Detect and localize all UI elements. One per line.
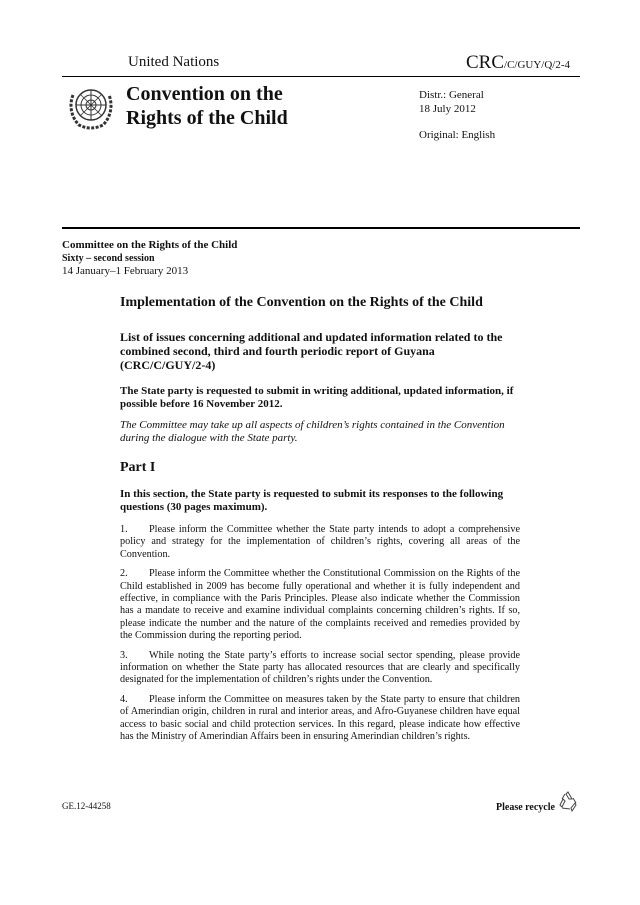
- committee-note: The Committee may take up all aspects of children’s rights contained in the Convention during the dialogue with the State party.: [120, 419, 505, 444]
- document-title: Implementation of the Convention on the Rights of the Child: [120, 295, 483, 310]
- recycle-icon: [557, 790, 579, 812]
- part-heading: Part I: [120, 460, 156, 475]
- org-name: United Nations: [128, 54, 220, 70]
- main-content: [120, 294, 520, 751]
- top-rule: [62, 76, 580, 77]
- committee-session: Sixty – second session: [62, 253, 155, 264]
- list-item: [120, 694, 520, 744]
- item-number: 3.: [120, 649, 128, 661]
- part-intro: In this section, the State party is requested to submit its responses to the following questions (30 pages maximum).: [120, 488, 504, 513]
- committee-block: [62, 239, 237, 278]
- convention-title-line2: Rights of the Child: [126, 107, 288, 129]
- symbol-suffix: /C/GUY/Q/2-4: [504, 59, 571, 71]
- item-text: While noting the State party’s efforts to increase social sector spending, please provide information on whether the State party has allocated resources that are clearly and specifically designated for the implementation of children’s rights under the Convention.: [120, 649, 520, 686]
- committee-dates: 14 January–1 February 2013: [62, 265, 189, 277]
- item-number: 4.: [120, 693, 128, 705]
- original-language: Original: English: [419, 129, 496, 141]
- list-item: [120, 650, 520, 687]
- document-symbol: [466, 52, 570, 74]
- list-item: [120, 568, 520, 642]
- header-rule: [62, 227, 580, 229]
- job-number: GE.12-44258: [62, 801, 111, 811]
- committee-name: Committee on the Rights of the Child: [62, 239, 238, 251]
- un-emblem-icon: [65, 81, 117, 133]
- item-text: Please inform the Committee on measures taken by the State party to ensure that children of Amerindian origin, children in rural and interior areas, and Afro-Guyanese children have equal access to basic social and child protection services. In this regard, please indicate how effective has the Ministry of Amerindian Affairs been in ensuring Amerindian children’s rights.: [120, 693, 520, 743]
- recycle-label: Please recycle: [496, 802, 555, 813]
- document-subtitle: List of issues concerning additional and updated information related to the combined second, third and fourth periodic report of Guyana (CRC/C/GUY/2-4): [120, 330, 503, 372]
- distribution-block: [419, 88, 495, 142]
- item-number: 1.: [120, 524, 128, 535]
- distribution: Distr.: General: [419, 89, 484, 101]
- symbol-main: CRC: [466, 52, 505, 73]
- convention-title-line1: Convention on the: [126, 83, 283, 105]
- issue-date: 18 July 2012: [419, 103, 476, 115]
- convention-title: [126, 82, 366, 130]
- item-text: Please inform the Committee whether the Constitutional Commission on the Rights of the Child established in 2009 has become fully operational and whether it is fully independent and effective, in compliance with the Paris Principles. Please also indicate whether the Commission has a mandate to receive and examine individual complaints concerning children’s rights. If so, please indicate the number and the nature of the complaints received and remedies provided by the Commission during the reporting period.: [120, 568, 520, 642]
- item-text: Please inform the Committee whether the State party intends to adopt a comprehensive policy and strategy for the implementation of children’s rights, covering all areas of the Convention.: [120, 524, 520, 560]
- list-item: [120, 524, 520, 561]
- submission-request: The State party is requested to submit in writing additional, updated information, if possible before 16 November 2012.: [120, 385, 514, 410]
- item-number: 2.: [120, 568, 128, 580]
